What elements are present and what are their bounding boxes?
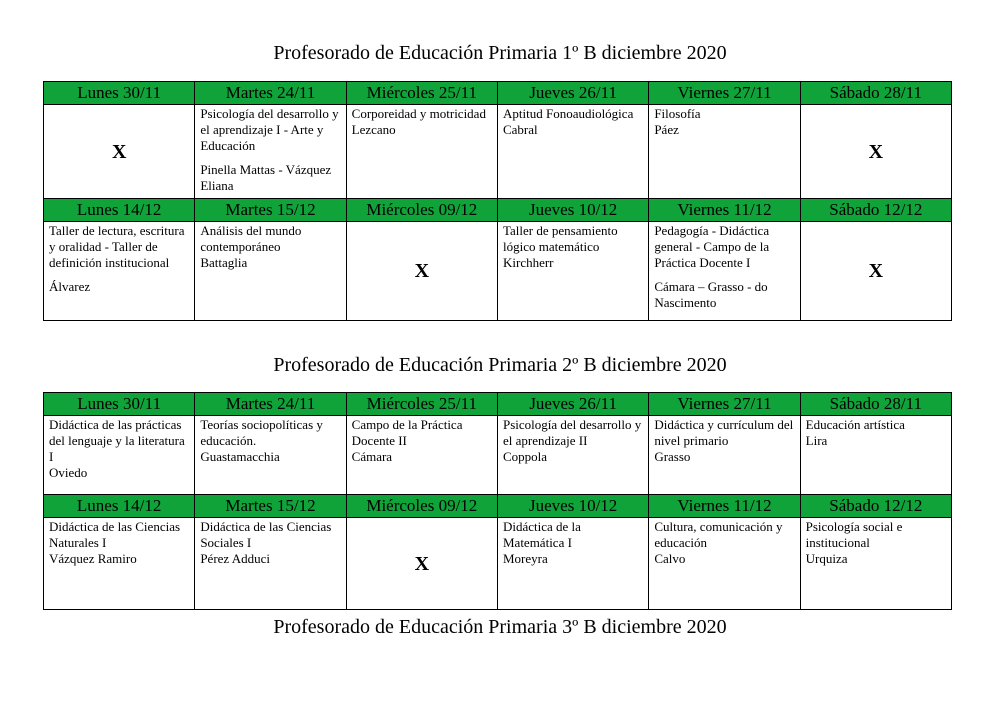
subject-name: Pedagogía - Didáctica general - Campo de la Práctica Docente I bbox=[654, 223, 770, 270]
subject-name: Aptitud Fonoaudiológica bbox=[502, 106, 634, 121]
day-header: Martes 15/12 bbox=[195, 495, 346, 518]
schedule-title-3b: Profesorado de Educación Primaria 3º B diciembre 2020 bbox=[273, 616, 727, 638]
class-cell bbox=[800, 416, 951, 495]
schedule-table-1b bbox=[43, 81, 952, 321]
day-header: Viernes 11/12 bbox=[649, 495, 800, 518]
day-header: Lunes 14/12 bbox=[44, 199, 195, 222]
class-cell bbox=[649, 105, 800, 199]
teacher-name: Vázquez Ramiro bbox=[49, 551, 137, 566]
teacher-name: Calvo bbox=[654, 551, 686, 566]
teacher-name: Battaglia bbox=[200, 255, 248, 270]
class-cell bbox=[44, 416, 195, 495]
day-header: Sábado 12/12 bbox=[800, 495, 951, 518]
teacher-name: Lezcano bbox=[351, 122, 396, 137]
subject-name: Psicología social e institucional bbox=[805, 519, 903, 550]
day-header: Jueves 10/12 bbox=[497, 495, 648, 518]
subject-name: Taller de lectura, escritura y oralidad - Taller de definición institucional bbox=[49, 223, 185, 270]
subject-name: Taller de pensamiento lógico matemático bbox=[502, 223, 618, 254]
subject-name: Didáctica y currículum del nivel primario bbox=[654, 417, 794, 448]
class-cell bbox=[649, 518, 800, 610]
teacher-name: Moreyra bbox=[502, 551, 548, 566]
day-header: Sábado 28/11 bbox=[800, 82, 951, 105]
class-cell bbox=[44, 518, 195, 610]
subject-name: Didáctica de las Ciencias Naturales I bbox=[49, 519, 181, 550]
day-header: Miércoles 09/12 bbox=[346, 199, 497, 222]
subject-name: Psicología del desarrollo y el aprendizaje I - Arte y Educación bbox=[200, 106, 339, 153]
class-cell bbox=[497, 518, 648, 610]
teacher-name: Cámara – Grasso - do Nascimento bbox=[654, 279, 768, 310]
subject-name: Análisis del mundo contemporáneo bbox=[200, 223, 302, 254]
day-header: Jueves 10/12 bbox=[497, 199, 648, 222]
teacher-name: Páez bbox=[654, 122, 679, 137]
day-header: Lunes 30/11 bbox=[44, 82, 195, 105]
no-class-mark: X bbox=[44, 105, 195, 199]
day-header: Viernes 27/11 bbox=[649, 393, 800, 416]
teacher-name: Pinella Mattas - Vázquez Eliana bbox=[200, 162, 332, 193]
class-cell bbox=[346, 105, 497, 199]
day-header-row bbox=[44, 82, 952, 105]
class-row bbox=[44, 105, 952, 199]
no-class-mark: X bbox=[800, 222, 951, 321]
class-cell bbox=[195, 518, 346, 610]
class-cell bbox=[44, 222, 195, 321]
teacher-name: Grasso bbox=[654, 449, 691, 464]
day-header: Martes 15/12 bbox=[195, 199, 346, 222]
subject-name: Psicología del desarrollo y el aprendizaje II bbox=[502, 417, 642, 448]
teacher-name: Lira bbox=[805, 433, 828, 448]
subject-name: Didáctica de la Matemática I bbox=[502, 519, 581, 550]
no-class-mark: X bbox=[800, 105, 951, 199]
subject-name: Teorías sociopolíticas y educación. bbox=[200, 417, 323, 448]
day-header: Lunes 30/11 bbox=[44, 393, 195, 416]
class-cell bbox=[497, 222, 648, 321]
day-header: Sábado 12/12 bbox=[800, 199, 951, 222]
teacher-name: Pérez Adduci bbox=[200, 551, 270, 566]
day-header-row bbox=[44, 393, 952, 416]
class-cell bbox=[497, 416, 648, 495]
day-header: Sábado 28/11 bbox=[800, 393, 951, 416]
subject-name: Educación artística bbox=[805, 417, 905, 432]
day-header-row bbox=[44, 199, 952, 222]
teacher-name: Kirchherr bbox=[502, 255, 554, 270]
subject-name: Didáctica de las prácticas del lenguaje y la literatura I bbox=[49, 417, 185, 464]
schedule-table-2b bbox=[43, 392, 952, 610]
class-row bbox=[44, 222, 952, 321]
schedule-title-1b: Profesorado de Educación Primaria 1º B diciembre 2020 bbox=[273, 42, 727, 64]
class-cell bbox=[346, 416, 497, 495]
class-cell bbox=[195, 105, 346, 199]
subject-name: Corporeidad y motricidad bbox=[351, 106, 486, 121]
day-header: Viernes 11/12 bbox=[649, 199, 800, 222]
teacher-name: Álvarez bbox=[49, 279, 91, 294]
class-row bbox=[44, 518, 952, 610]
teacher-name: Coppola bbox=[502, 449, 548, 464]
teacher-name: Oviedo bbox=[49, 465, 88, 480]
class-cell bbox=[195, 416, 346, 495]
no-class-mark: X bbox=[346, 222, 497, 321]
day-header: Viernes 27/11 bbox=[649, 82, 800, 105]
schedule-title-2b: Profesorado de Educación Primaria 2º B diciembre 2020 bbox=[273, 354, 727, 376]
class-cell bbox=[195, 222, 346, 321]
class-cell bbox=[497, 105, 648, 199]
class-cell bbox=[649, 416, 800, 495]
day-header: Miércoles 09/12 bbox=[346, 495, 497, 518]
day-header: Lunes 14/12 bbox=[44, 495, 195, 518]
day-header: Miércoles 25/11 bbox=[346, 82, 497, 105]
class-cell bbox=[649, 222, 800, 321]
class-row bbox=[44, 416, 952, 495]
subject-name: Cultura, comunicación y educación bbox=[654, 519, 783, 550]
subject-name: Didáctica de las Ciencias Sociales I bbox=[200, 519, 332, 550]
subject-name: Filosofía bbox=[654, 106, 701, 121]
teacher-name: Urquiza bbox=[805, 551, 848, 566]
teacher-name: Cámara bbox=[351, 449, 393, 464]
day-header: Miércoles 25/11 bbox=[346, 393, 497, 416]
day-header: Jueves 26/11 bbox=[497, 393, 648, 416]
teacher-name: Guastamacchia bbox=[200, 449, 280, 464]
day-header: Jueves 26/11 bbox=[497, 82, 648, 105]
subject-name: Campo de la Práctica Docente II bbox=[351, 417, 463, 448]
day-header: Martes 24/11 bbox=[195, 82, 346, 105]
day-header-row bbox=[44, 495, 952, 518]
class-cell bbox=[800, 518, 951, 610]
teacher-name: Cabral bbox=[502, 122, 538, 137]
day-header: Martes 24/11 bbox=[195, 393, 346, 416]
no-class-mark: X bbox=[346, 518, 497, 610]
